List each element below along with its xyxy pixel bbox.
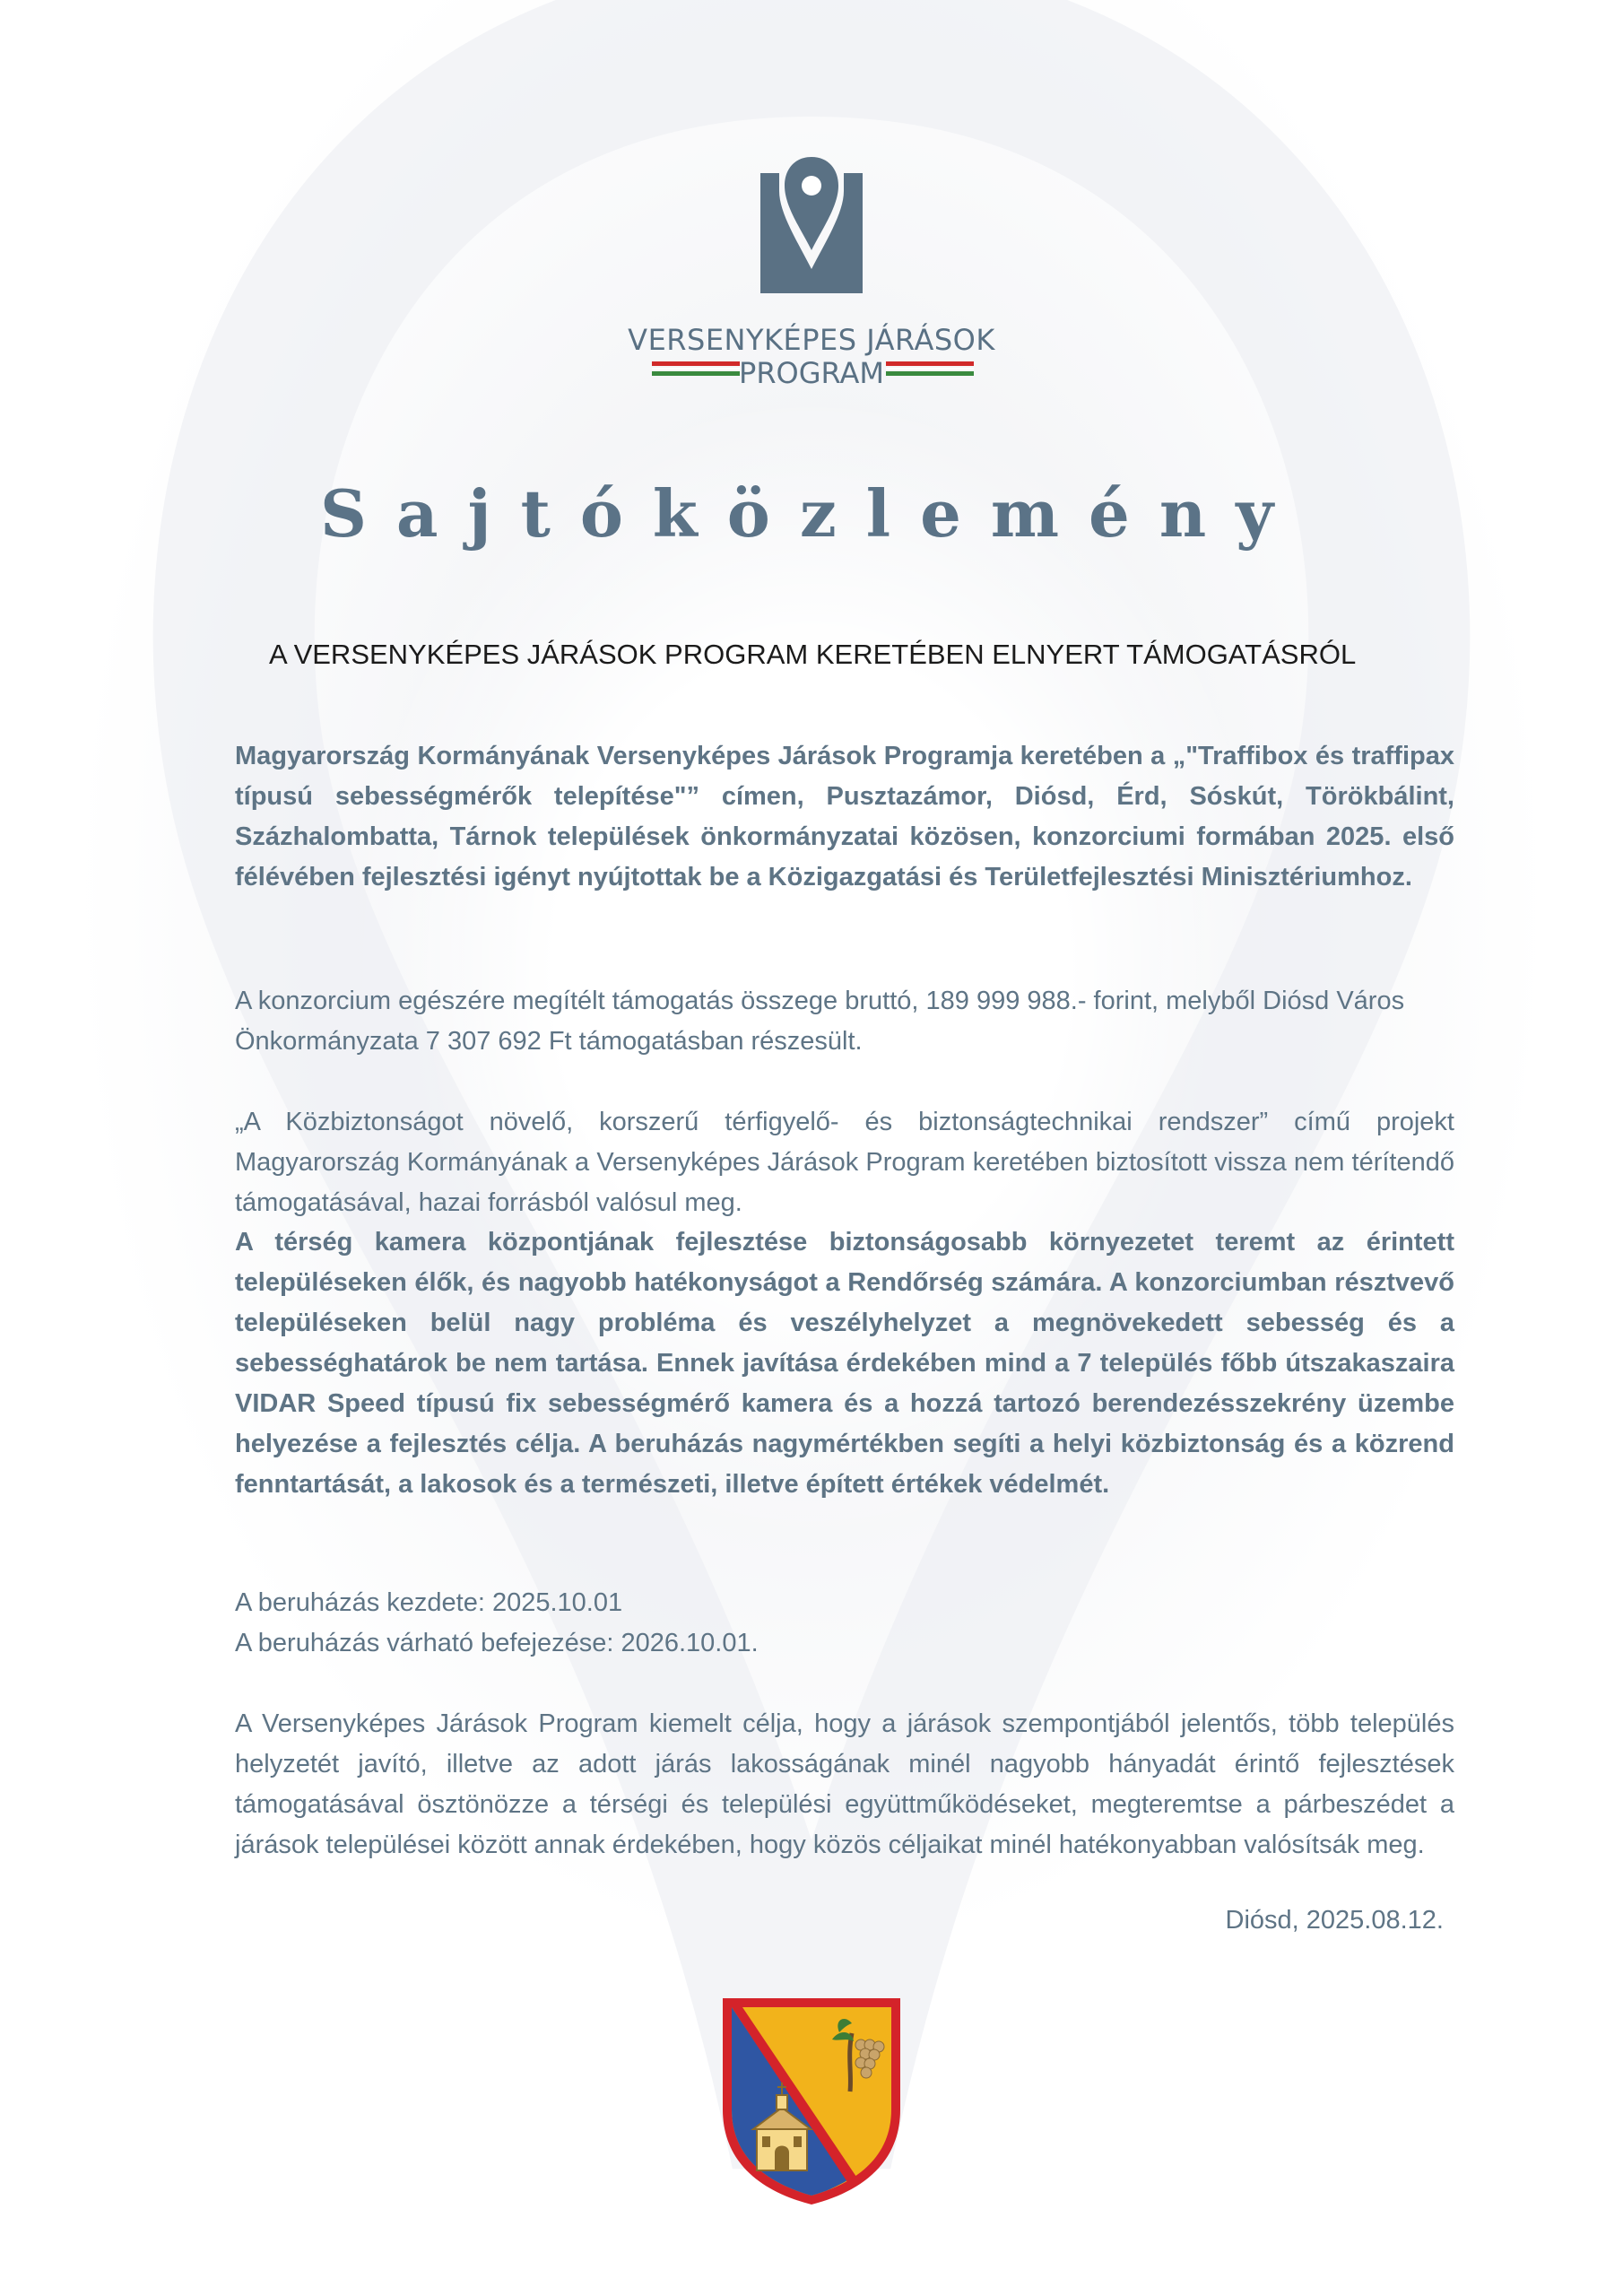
investment-end: A beruházás várható befejezése: 2026.10.01. [235, 1629, 759, 1657]
versenykepes-jarasok-logo [628, 157, 995, 399]
paragraph-funding: A konzorcium egészére megítélt támogatás összege bruttó, 189 999 988.- forint, melyből Diósd Város Önkormányzata 7 307 692 Ft támogatásban részesült. [235, 987, 1405, 1056]
location-pin-v-icon [760, 157, 863, 293]
page-title: Sajtóközlemény [319, 475, 1304, 552]
page-subtitle: A VERSENYKÉPES JÁRÁSOK PROGRAM KERETÉBEN ELNYERT TÁMOGATÁSRÓL [269, 639, 1357, 670]
investment-start: A beruházás kezdete: 2025.10.01 [235, 1588, 623, 1617]
logo-text-line2: PROGRAM [739, 356, 884, 390]
paragraph-goal: A Versenyképes Járások Program kiemelt célja, hogy a járások szempontjából jelentős, több település helyzetét javító, illetve az adott járás lakosságának minél nagyobb hányadát érintő fejlesztések támogatásával ösztönözze a térségi és települési együttműködéseket, megteremtse a párbeszédet a járások települései között annak érdekében, hogy közös céljaikat minél hatékonyabban valósítsák meg. [235, 1709, 1454, 1859]
diosd-coat-of-arms-icon [717, 1993, 906, 2208]
signature-date: Diósd, 2025.08.12. [1225, 1906, 1444, 1935]
paragraph-details: A térség kamera központjának fejlesztése biztonságosabb környezetet teremt az érintett településeken élők, és nagyobb hatékonyságot a Rendőrség számára. A konzorciumban résztvevő településeken belül nagy probléma és veszélyhelyzet a megnövekedett sebesség és a sebességhatárok be nem tartása. Ennek javítása érdekében mind a 7 település főbb útszakaszaira VIDAR Speed típusú fix sebességmérő kamera és a hozzá tartozó berendezésszekrény üzembe helyezése a fejlesztés célja. A beruházás nagymértékben segíti a helyi közbiztonság és a közrend fenntartását, a lakosok és a természeti, illetve épített értékek védelmét. [235, 1228, 1454, 1499]
flag-stripes-right [886, 361, 974, 379]
paragraph-intro: Magyarország Kormányának Versenyképes Járások Programja keretében a „"Traffibox és traffipax típusú sebességmérők telepítése"” címen, Pusztazámor, Diósd, Érd, Sóskút, Törökbálint, Százhalombatta, Tárnok települések önkormányzatai közösen, konzorciumi formában 2025. első félévében fejlesztési igényt nyújtottak be a Közigazgatási és Területfejlesztési Minisztériumhoz. [235, 742, 1454, 891]
investment-dates [235, 1583, 1454, 1664]
paragraph-project: „A Közbiztonságot növelő, korszerű térfigyelő- és biztonságtechnikai rendszer” című projekt Magyarország Kormányának a Versenyképes Járások Program keretében biztosított vissza nem térítendő támogatásával, hazai forrásból valósul meg. [235, 1108, 1454, 1217]
logo-text-line1: VERSENYKÉPES JÁRÁSOK [628, 323, 995, 357]
